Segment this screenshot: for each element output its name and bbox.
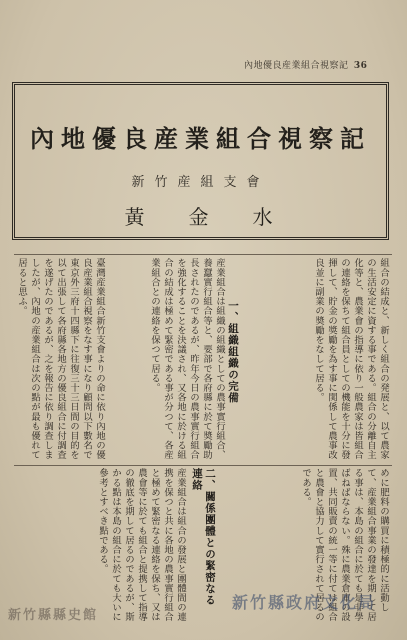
section-heading-2: 二、關係團體との緊密なる連絡 — [191, 468, 216, 606]
watermark: 新竹縣政府文化局 — [232, 593, 377, 612]
body-column: 臺灣産業組合新竹支會よりの命に依り內地の優良産業組合視察をなす事になり顧問以下數名で東京外三府十四縣下に往復三十三日間の目的を以て出張して各府縣各地方の優良組合に付調査を遂げたのであるが、之を報告に依り調查しましたが、內地の産業組合は次の點が最も優れて居ると思ふ。 — [16, 258, 105, 460]
divider-rule — [14, 465, 392, 466]
body-column: 産業組合は組織の組織としての農事實行組合、養蠶實行組合等と、要部で各府縣に於て奬勵助長されたのであるが、昨年今日の農事實行組合を強化することを決議され、又各地に於ける組合の結成は極めて緊密である事が分つて、各産業組合との連絡を保つて居る。 — [149, 258, 225, 460]
body-column: めに肥料の購買に積極的に活動して、産業組合事業の發達を期して居る事は、本島の組合に於ても是非學ばねばならない。殊に農業倉庫の設置、共同販賣の統一等に付ては組合と農會と協力して實行されて居るのである。 — [300, 468, 389, 622]
body-column: 組合の結成と、新しく組合の発展と、以て農家の生活安定に資する事である。組合の分離自主化等と、農業會の指導に依り一般農家は皆組合の連絡を保ちて組合員としての機能を十分に發揮して、貯金の獎勵を為す事に関係して農事改良並に副業の奬勵をなして居る。 — [313, 258, 389, 460]
archive-stamp: 新竹縣縣史館 — [8, 608, 99, 623]
page-number: 36 — [353, 61, 368, 71]
divider-rule — [14, 254, 392, 255]
title-box — [12, 82, 389, 240]
section-heading-1: 一、組織組織の完備 — [227, 300, 239, 404]
running-head-text: 內地優良産業組合視察記 — [244, 61, 349, 71]
running-head — [244, 58, 367, 71]
article-title: 內地優良産業組合視察記 — [30, 124, 371, 153]
author-name: 黃金水 — [124, 205, 317, 229]
organization-name: 新竹産組支會 — [131, 175, 270, 190]
body-column: 産業組合は組合の發展と團體間の連携を保つと共に各地の農事實行組合と極めて緊密なる連絡を保ち、又は農會等に於ても組合と提携して指導の徹底を期して居るのであるが、斯かる點は本島の組合に於ても大いに參考とすべき點である。 — [97, 468, 186, 622]
